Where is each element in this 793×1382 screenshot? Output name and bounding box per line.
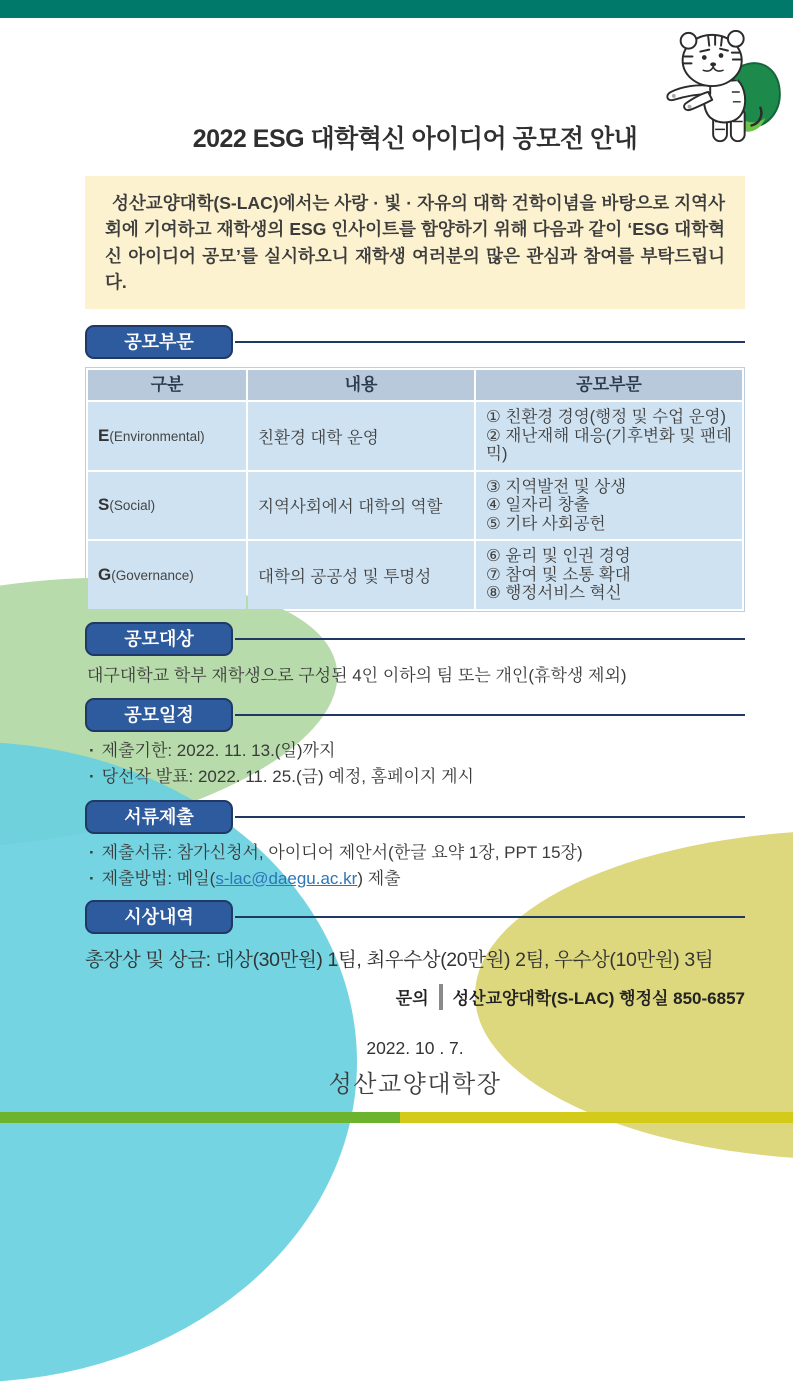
item-line: ① 친환경 경영(행정 및 수업 운영) <box>486 408 726 426</box>
submission-list <box>85 840 745 892</box>
submission-item-text: 제출서류: 참가신청서, 아이디어 제안서(한글 요약 1장, PPT 15장) <box>101 842 583 862</box>
bottom-accent-bar <box>0 1112 793 1123</box>
category-word: (Environmental) <box>109 428 205 444</box>
table-row <box>88 541 742 609</box>
intro-bold-esg: ESG <box>289 219 327 240</box>
category-letter: S <box>98 495 110 515</box>
bullet-icon: · <box>89 868 95 888</box>
schedule-item-text: 제출기한: 2022. 11. 13.(일)까지 <box>101 740 336 760</box>
contact-divider <box>439 984 443 1010</box>
column-header-content: 내용 <box>248 370 474 400</box>
bullet-icon: · <box>89 842 95 862</box>
content-cell: 지역사회에서 대학의 역할 <box>248 472 474 540</box>
submission-method-suffix: ) 제출 <box>357 868 401 888</box>
schedule-item-deadline <box>89 738 745 764</box>
section-header-schedule <box>85 698 745 732</box>
schedule-item-text: 당선작 발표: 2022. 11. 25.(금) 예정, 홈페이지 게시 <box>101 766 474 786</box>
submission-item-method <box>89 866 745 892</box>
submission-email-link[interactable]: s-lac@daegu.ac.kr <box>215 868 358 888</box>
section-badge-eligibility: 공모대상 <box>85 622 233 656</box>
table-row <box>88 472 742 540</box>
esg-category-table <box>85 367 745 612</box>
schedule-list <box>85 738 745 790</box>
item-line: ⑦ 참여 및 소통 확대 <box>486 565 631 584</box>
submission-item-documents <box>89 840 745 866</box>
intro-text: 인사이트를 함양하기 위해 다음과 같이 <box>326 219 628 240</box>
bullet-icon: · <box>89 766 95 786</box>
table-row <box>88 402 742 470</box>
table-header-row <box>88 370 742 400</box>
intro-bold-university: 성산교양대학(S-LAC) <box>112 193 279 213</box>
category-letter: G <box>98 564 112 584</box>
section-badge-schedule: 공모일정 <box>85 698 233 732</box>
intro-text: 에서는 사랑 · 빛 · 자유의 대학 건학이념을 바탕으로 지역사회에 기여하고 재학생의 <box>105 193 725 240</box>
category-word: (Social) <box>109 498 156 514</box>
awards-prize-text: 총장상 및 상금: 대상(30만원) 1팀, 최우수상(20만원) 2팀, 우수상(10만원) 3팀 <box>85 948 714 971</box>
bottom-bar-yellow-segment <box>400 1112 793 1123</box>
section-header-awards <box>85 900 745 934</box>
page-title: 2022 ESG 대학혁신 아이디어 공모전 안내 <box>192 125 638 153</box>
category-cell <box>88 541 246 609</box>
footer-signer: 성산교양대학장 <box>328 1070 502 1098</box>
items-cell <box>476 541 742 609</box>
contact-label: 문의 <box>395 989 429 1008</box>
section-rule <box>235 714 745 716</box>
column-header-category: 구분 <box>88 370 246 400</box>
section-rule <box>235 638 745 640</box>
footer <box>85 1036 745 1100</box>
section-rule <box>235 816 745 818</box>
bottom-bar-green-segment <box>0 1112 400 1123</box>
footer-date: 2022. 10 . 7. <box>366 1037 464 1058</box>
section-header-eligibility <box>85 622 745 656</box>
item-line: ⑤ 기타 사회공헌 <box>486 514 606 533</box>
item-line: ⑧ 행정서비스 혁신 <box>486 584 622 602</box>
eligibility-text: 대구대학교 학부 재학생으로 구성된 4인 이하의 팀 또는 개인(휴학생 제외) <box>87 665 627 685</box>
category-cell <box>88 402 246 470</box>
item-line: ③ 지역발전 및 상생 <box>486 477 627 496</box>
contact-line <box>85 984 745 1010</box>
category-cell <box>88 472 246 540</box>
section-badge-submission: 서류제출 <box>85 800 233 834</box>
content-cell: 친환경 대학 운영 <box>248 402 474 470</box>
items-cell <box>476 402 742 470</box>
tiger-mascot-icon <box>659 30 787 150</box>
items-cell <box>476 472 742 540</box>
schedule-item-announcement <box>89 764 745 790</box>
intro-text: 를 실시하오니 재학생 여러분의 많은 관심과 참여를 부탁드립니다. <box>105 245 726 292</box>
intro-paragraph <box>85 176 745 309</box>
section-header-categories <box>85 325 745 359</box>
intro-bold-contest: ‘ESG 대학혁신 아이디어 공모’ <box>105 219 726 266</box>
top-accent-bar <box>0 0 793 18</box>
section-rule <box>235 341 745 343</box>
item-line: ② 재난재해 대응(기후변화 및 팬데믹) <box>486 426 732 463</box>
section-badge-categories: 공모부문 <box>85 325 233 359</box>
submission-method-prefix: 제출방법: 메일( <box>101 868 216 888</box>
item-line: ⑥ 윤리 및 인권 경영 <box>486 547 631 565</box>
category-word: (Governance) <box>111 567 194 583</box>
contact-info: 성산교양대학(S-LAC) 행정실 850-6857 <box>452 989 745 1008</box>
item-line: ④ 일자리 창출 <box>486 496 590 514</box>
section-badge-awards: 시상내역 <box>85 900 233 934</box>
section-header-submission <box>85 800 745 834</box>
content-cell: 대학의 공공성 및 투명성 <box>248 541 474 609</box>
column-header-sections: 공모부문 <box>476 370 742 400</box>
section-rule <box>235 916 745 918</box>
category-letter: E <box>98 425 110 445</box>
bullet-icon: · <box>89 740 95 760</box>
